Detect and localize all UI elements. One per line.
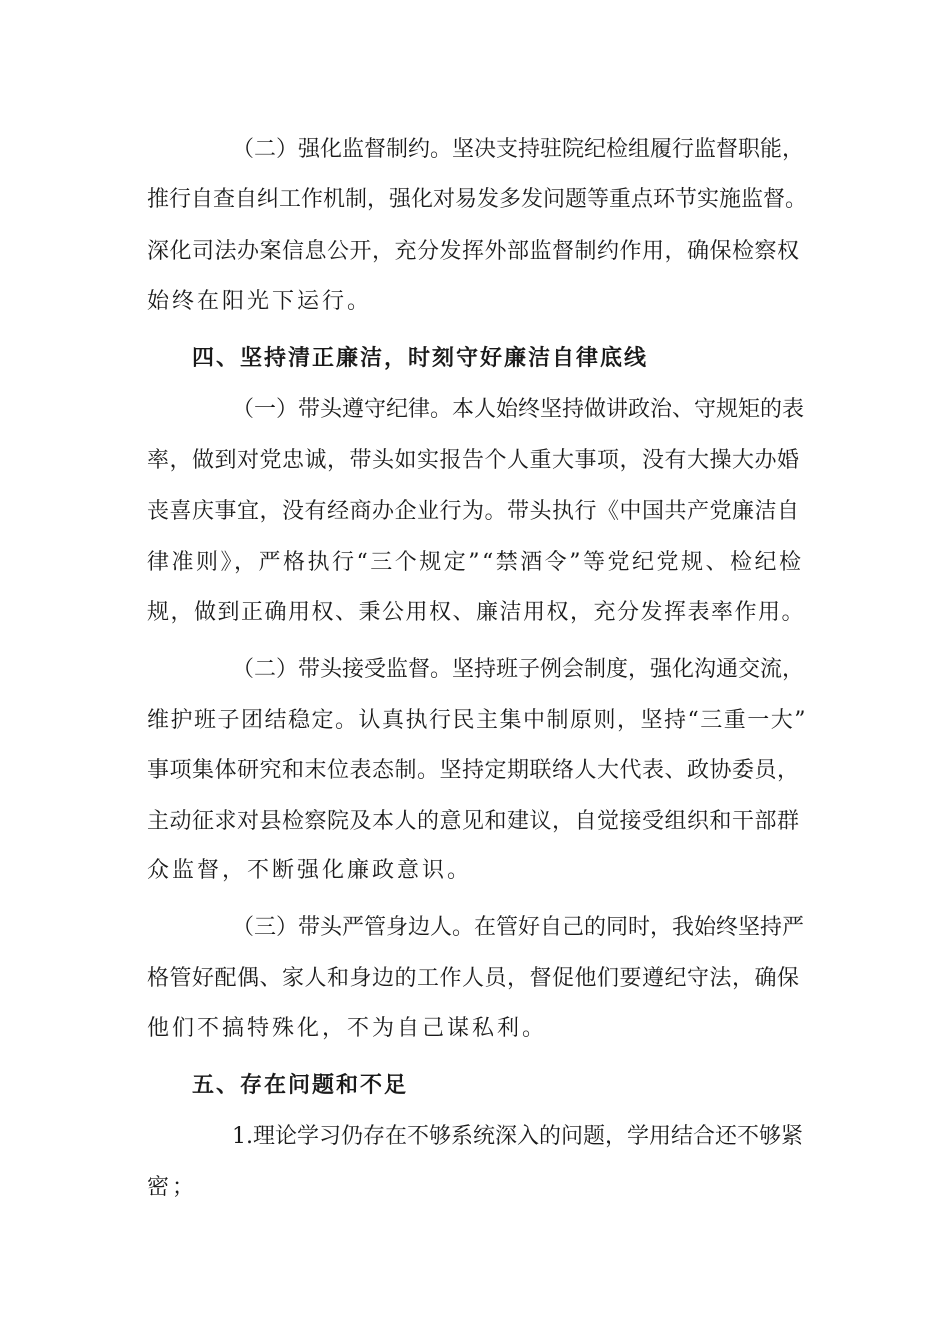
paragraph-line: 规，做到正确用权、秉公用权、廉洁用权，充分发挥表率作用。 bbox=[147, 600, 806, 625]
paragraph-line: 主动征求对县检察院及本人的意见和建议，自觉接受组织和干部群 bbox=[147, 809, 800, 834]
paragraph-line: 律准则》，严格执行“三个规定”“禁酒令”等党纪党规、检纪检 bbox=[147, 550, 804, 575]
paragraph-line: （三）带头严管身边人。在管好自己的同时，我始终坚持严 bbox=[232, 915, 805, 940]
paragraph-line: 维护班子团结稳定。认真执行民主集中制原则，坚持“三重一大” bbox=[147, 708, 807, 733]
paragraph-line: （二）带头接受监督。坚持班子例会制度，强化沟通交流， bbox=[232, 657, 805, 682]
paragraph-line: 丧喜庆事宜，没有经商办企业行为。带头执行《中国共产党廉洁自 bbox=[147, 499, 800, 524]
paragraph-line: （一）带头遵守纪律。本人始终坚持做讲政治、守规矩的表 bbox=[232, 397, 805, 422]
section-heading: 五、存在问题和不足 bbox=[192, 1073, 409, 1098]
paragraph-line: 格管好配偶、家人和身边的工作人员，督促他们要遵纪守法，确保 bbox=[147, 966, 800, 991]
paragraph-line: 事项集体研究和末位表态制。坚持定期联络人大代表、政协委员， bbox=[147, 758, 800, 783]
section-heading: 四、坚持清正廉洁，时刻守好廉洁自律底线 bbox=[192, 346, 649, 371]
paragraph-line: 密； bbox=[147, 1175, 198, 1200]
paragraph-line: 他们不搞特殊化，不为自己谋私利。 bbox=[147, 1016, 548, 1041]
paragraph-line: 推行自查自纠工作机制，强化对易发多发问题等重点环节实施监督。 bbox=[147, 187, 808, 212]
paragraph-line: 众监督，不断强化廉政意识。 bbox=[147, 858, 473, 883]
paragraph-line: 率，做到对党忠诚，带头如实报告个人重大事项，没有大操大办婚 bbox=[147, 448, 800, 473]
paragraph-line: 始终在阳光下运行。 bbox=[147, 289, 373, 314]
paragraph-line: （二）强化监督制约。坚决支持驻院纪检组履行监督职能， bbox=[232, 137, 805, 162]
paragraph-line: 1.理论学习仍存在不够系统深入的问题，学用结合还不够紧 bbox=[232, 1124, 803, 1149]
paragraph-line: 深化司法办案信息公开，充分发挥外部监督制约作用，确保检察权 bbox=[147, 239, 800, 264]
